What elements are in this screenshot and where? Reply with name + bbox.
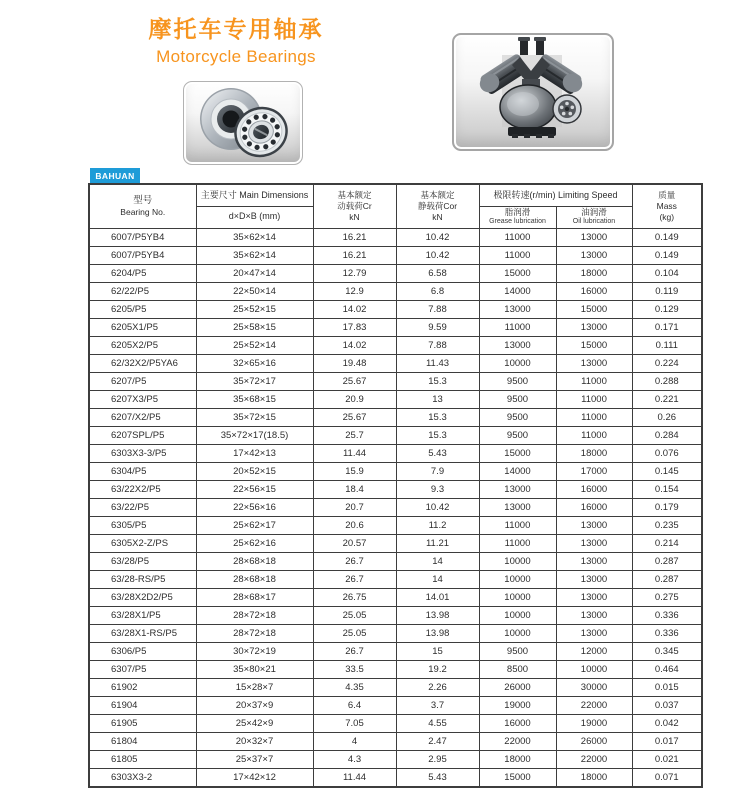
table-cell: 4 bbox=[313, 732, 396, 750]
table-cell: 13000 bbox=[556, 588, 632, 606]
col-header-bearing-no bbox=[89, 184, 196, 228]
col-header-grease-lubrication bbox=[479, 206, 556, 228]
table-cell: 4.3 bbox=[313, 750, 396, 768]
motorcycle-engine-image bbox=[454, 35, 608, 145]
table-cell: 13000 bbox=[556, 246, 632, 264]
table-cell: 22×56×15 bbox=[196, 480, 313, 498]
table-cell: 9.3 bbox=[396, 480, 479, 498]
table-cell: 10.42 bbox=[396, 228, 479, 246]
table-row bbox=[89, 714, 702, 732]
table-cell: 61804 bbox=[89, 732, 196, 750]
bearing-photo bbox=[183, 81, 303, 165]
table-cell: 17000 bbox=[556, 462, 632, 480]
dynamic-load-line1: 基本额定 bbox=[337, 190, 372, 201]
header-row-top bbox=[89, 184, 702, 206]
table-cell: 0.017 bbox=[632, 732, 702, 750]
table-cell: 0.145 bbox=[632, 462, 702, 480]
table-row bbox=[89, 606, 702, 624]
col-header-mass bbox=[632, 184, 702, 228]
table-row bbox=[89, 570, 702, 588]
table-cell: 12000 bbox=[556, 642, 632, 660]
table-cell: 20×47×14 bbox=[196, 264, 313, 282]
table-cell: 25×37×7 bbox=[196, 750, 313, 768]
table-cell: 10000 bbox=[479, 588, 556, 606]
table-row bbox=[89, 750, 702, 768]
table-cell: 5.43 bbox=[396, 768, 479, 787]
table-cell: 61904 bbox=[89, 696, 196, 714]
table-cell: 11000 bbox=[479, 318, 556, 336]
table-cell: 13000 bbox=[479, 300, 556, 318]
mass-line1: 质量 bbox=[658, 190, 676, 201]
table-cell: 35×72×17(18.5) bbox=[196, 426, 313, 444]
table-row bbox=[89, 426, 702, 444]
table-cell: 35×68×15 bbox=[196, 390, 313, 408]
table-cell: 6303X3-2 bbox=[89, 768, 196, 787]
table-cell: 17×42×12 bbox=[196, 768, 313, 787]
table-row bbox=[89, 390, 702, 408]
col-header-static-load bbox=[396, 184, 479, 228]
table-cell: 5.43 bbox=[396, 444, 479, 462]
table-row bbox=[89, 408, 702, 426]
engine-photo bbox=[452, 33, 614, 151]
table-cell: 6205/P5 bbox=[89, 300, 196, 318]
table-cell: 7.88 bbox=[396, 336, 479, 354]
table-cell: 11.2 bbox=[396, 516, 479, 534]
table-cell: 13.98 bbox=[396, 624, 479, 642]
table-cell: 13000 bbox=[556, 228, 632, 246]
table-cell: 4.55 bbox=[396, 714, 479, 732]
table-cell: 62/22/P5 bbox=[89, 282, 196, 300]
col-header-main-dimensions-title: 主要尺寸 Main Dimensions bbox=[200, 189, 309, 200]
table-cell: 0.224 bbox=[632, 354, 702, 372]
table-cell: 3.7 bbox=[396, 696, 479, 714]
table-cell: 13000 bbox=[556, 552, 632, 570]
table-cell: 13000 bbox=[479, 336, 556, 354]
table-cell: 22×50×14 bbox=[196, 282, 313, 300]
table-cell: 13000 bbox=[556, 606, 632, 624]
static-load-line3: kN bbox=[432, 211, 443, 222]
table-cell: 20.7 bbox=[313, 498, 396, 516]
table-cell: 9.59 bbox=[396, 318, 479, 336]
table-cell: 6205X1/P5 bbox=[89, 318, 196, 336]
table-row bbox=[89, 534, 702, 552]
table-cell: 17.83 bbox=[313, 318, 396, 336]
table-cell: 11000 bbox=[479, 534, 556, 552]
table-cell: 63/28X2D2/P5 bbox=[89, 588, 196, 606]
table-cell: 17×42×13 bbox=[196, 444, 313, 462]
table-cell: 30000 bbox=[556, 678, 632, 696]
table-row bbox=[89, 624, 702, 642]
table-cell: 6.4 bbox=[313, 696, 396, 714]
col-header-dynamic-load bbox=[313, 184, 396, 228]
table-cell: 9500 bbox=[479, 426, 556, 444]
table-cell: 11000 bbox=[556, 408, 632, 426]
table-cell: 26.75 bbox=[313, 588, 396, 606]
table-cell: 0.287 bbox=[632, 552, 702, 570]
table-cell: 0.336 bbox=[632, 606, 702, 624]
table-cell: 22×56×16 bbox=[196, 498, 313, 516]
table-cell: 10000 bbox=[479, 552, 556, 570]
table-cell: 13000 bbox=[556, 516, 632, 534]
table-cell: 20×32×7 bbox=[196, 732, 313, 750]
mass-line3: (kg) bbox=[659, 211, 675, 222]
table-cell: 0.179 bbox=[632, 498, 702, 516]
col-header-main-dimensions bbox=[196, 184, 313, 206]
bearing-image bbox=[184, 82, 302, 164]
table-cell: 25.67 bbox=[313, 372, 396, 390]
table-cell: 63/28X1-RS/P5 bbox=[89, 624, 196, 642]
limiting-speed-title: 极限转速(r/min) Limiting Speed bbox=[493, 189, 618, 200]
table-cell: 18.4 bbox=[313, 480, 396, 498]
table-cell: 11.43 bbox=[396, 354, 479, 372]
table-cell: 9500 bbox=[479, 408, 556, 426]
table-cell: 13 bbox=[396, 390, 479, 408]
table-cell: 61902 bbox=[89, 678, 196, 696]
table-cell: 25.67 bbox=[313, 408, 396, 426]
table-cell: 13000 bbox=[479, 498, 556, 516]
table-cell: 63/28-RS/P5 bbox=[89, 570, 196, 588]
table-cell: 6304/P5 bbox=[89, 462, 196, 480]
oil-en: Oil lubrication bbox=[572, 217, 616, 225]
table-cell: 10000 bbox=[479, 570, 556, 588]
table-cell: 16.21 bbox=[313, 228, 396, 246]
table-cell: 20.9 bbox=[313, 390, 396, 408]
dynamic-load-line2: 动载荷Cr bbox=[337, 200, 372, 211]
table-cell: 35×80×21 bbox=[196, 660, 313, 678]
engine-silhouette bbox=[476, 37, 587, 138]
table-cell: 14 bbox=[396, 570, 479, 588]
table-cell: 16000 bbox=[556, 498, 632, 516]
table-cell: 16.21 bbox=[313, 246, 396, 264]
table-cell: 14.01 bbox=[396, 588, 479, 606]
table-cell: 20×37×9 bbox=[196, 696, 313, 714]
page-title-block bbox=[125, 16, 347, 67]
table-cell: 6205X2/P5 bbox=[89, 336, 196, 354]
table-cell: 12.9 bbox=[313, 282, 396, 300]
table-cell: 0.042 bbox=[632, 714, 702, 732]
table-cell: 26.7 bbox=[313, 570, 396, 588]
table-cell: 6207/P5 bbox=[89, 372, 196, 390]
table-row bbox=[89, 552, 702, 570]
table-row bbox=[89, 642, 702, 660]
table-row bbox=[89, 768, 702, 787]
table-cell: 25×62×16 bbox=[196, 534, 313, 552]
table-cell: 12.79 bbox=[313, 264, 396, 282]
table-cell: 25×62×17 bbox=[196, 516, 313, 534]
table-cell: 10000 bbox=[556, 660, 632, 678]
table-cell: 28×68×18 bbox=[196, 552, 313, 570]
table-cell: 63/22/P5 bbox=[89, 498, 196, 516]
table-cell: 35×62×14 bbox=[196, 246, 313, 264]
table-cell: 15.3 bbox=[396, 372, 479, 390]
table-row bbox=[89, 516, 702, 534]
table-cell: 32×65×16 bbox=[196, 354, 313, 372]
table-cell: 10.42 bbox=[396, 498, 479, 516]
table-cell: 26.7 bbox=[313, 552, 396, 570]
table-cell: 19.48 bbox=[313, 354, 396, 372]
table-cell: 30×72×19 bbox=[196, 642, 313, 660]
table-cell: 8500 bbox=[479, 660, 556, 678]
table-cell: 22000 bbox=[556, 696, 632, 714]
table-cell: 0.345 bbox=[632, 642, 702, 660]
dxdxb-label: d×D×B (mm) bbox=[228, 211, 281, 222]
table-cell: 0.336 bbox=[632, 624, 702, 642]
table-cell: 0.154 bbox=[632, 480, 702, 498]
table-cell: 63/28X1/P5 bbox=[89, 606, 196, 624]
grease-en: Grease lubrication bbox=[489, 217, 546, 225]
table-cell: 0.129 bbox=[632, 300, 702, 318]
table-cell: 13000 bbox=[556, 354, 632, 372]
table-cell: 15×28×7 bbox=[196, 678, 313, 696]
table-cell: 22000 bbox=[556, 750, 632, 768]
table-cell: 7.9 bbox=[396, 462, 479, 480]
table-cell: 0.015 bbox=[632, 678, 702, 696]
table-cell: 18000 bbox=[479, 750, 556, 768]
table-cell: 6204/P5 bbox=[89, 264, 196, 282]
table-cell: 6207X3/P5 bbox=[89, 390, 196, 408]
table-cell: 0.037 bbox=[632, 696, 702, 714]
table-cell: 26000 bbox=[556, 732, 632, 750]
table-cell: 0.071 bbox=[632, 768, 702, 787]
table-cell: 0.149 bbox=[632, 228, 702, 246]
table-cell: 0.288 bbox=[632, 372, 702, 390]
table-cell: 6306/P5 bbox=[89, 642, 196, 660]
table-cell: 14000 bbox=[479, 282, 556, 300]
table-cell: 0.235 bbox=[632, 516, 702, 534]
table-cell: 6305X2-Z/PS bbox=[89, 534, 196, 552]
table-cell: 18000 bbox=[556, 444, 632, 462]
table-cell: 6207/X2/P5 bbox=[89, 408, 196, 426]
table-cell: 26000 bbox=[479, 678, 556, 696]
table-cell: 14000 bbox=[479, 462, 556, 480]
table-cell: 35×72×17 bbox=[196, 372, 313, 390]
table-row bbox=[89, 246, 702, 264]
table-row bbox=[89, 372, 702, 390]
table-row bbox=[89, 444, 702, 462]
brand-tab: BAHUAN bbox=[90, 168, 140, 183]
table-cell: 10000 bbox=[479, 606, 556, 624]
table-cell: 0.021 bbox=[632, 750, 702, 768]
table-row bbox=[89, 228, 702, 246]
table-row bbox=[89, 660, 702, 678]
mass-line2: Mass bbox=[656, 200, 677, 211]
bearing-spec-table bbox=[88, 183, 703, 788]
table-cell: 0.287 bbox=[632, 570, 702, 588]
table-cell: 11000 bbox=[479, 228, 556, 246]
table-cell: 2.26 bbox=[396, 678, 479, 696]
table-cell: 14 bbox=[396, 552, 479, 570]
table-row bbox=[89, 696, 702, 714]
table-cell: 0.26 bbox=[632, 408, 702, 426]
table-row bbox=[89, 462, 702, 480]
table-cell: 6307/P5 bbox=[89, 660, 196, 678]
table-cell: 20.57 bbox=[313, 534, 396, 552]
table-cell: 33.5 bbox=[313, 660, 396, 678]
table-cell: 22000 bbox=[479, 732, 556, 750]
oil-cn: 油润滑 bbox=[581, 207, 607, 218]
table-cell: 15000 bbox=[479, 768, 556, 787]
static-load-line2: 静载荷Cor bbox=[417, 200, 458, 211]
table-cell: 0.275 bbox=[632, 588, 702, 606]
table-cell: 11.44 bbox=[313, 444, 396, 462]
table-cell: 62/32X2/P5YA6 bbox=[89, 354, 196, 372]
table-cell: 25×52×15 bbox=[196, 300, 313, 318]
col-header-limiting-speed bbox=[479, 184, 632, 206]
table-cell: 19000 bbox=[479, 696, 556, 714]
table-cell: 6303X3-3/P5 bbox=[89, 444, 196, 462]
table-cell: 15.3 bbox=[396, 408, 479, 426]
table-cell: 25×42×9 bbox=[196, 714, 313, 732]
table-cell: 28×72×18 bbox=[196, 624, 313, 642]
table-cell: 0.119 bbox=[632, 282, 702, 300]
table-cell: 28×68×17 bbox=[196, 588, 313, 606]
table-cell: 2.95 bbox=[396, 750, 479, 768]
table-body bbox=[89, 228, 702, 787]
table-cell: 7.88 bbox=[396, 300, 479, 318]
table-cell: 16000 bbox=[556, 282, 632, 300]
table-cell: 25.05 bbox=[313, 606, 396, 624]
table-cell: 13000 bbox=[479, 480, 556, 498]
table-cell: 15000 bbox=[479, 444, 556, 462]
table-cell: 19000 bbox=[556, 714, 632, 732]
table-cell: 6.58 bbox=[396, 264, 479, 282]
table-cell: 0.104 bbox=[632, 264, 702, 282]
table-cell: 0.076 bbox=[632, 444, 702, 462]
table-cell: 6007/P5YB4 bbox=[89, 228, 196, 246]
table-cell: 11000 bbox=[556, 390, 632, 408]
table-cell: 35×72×15 bbox=[196, 408, 313, 426]
table-row bbox=[89, 588, 702, 606]
table-cell: 2.47 bbox=[396, 732, 479, 750]
table-cell: 14.02 bbox=[313, 336, 396, 354]
page-title-chinese: 摩托车专用轴承 bbox=[148, 16, 324, 42]
table-cell: 28×72×18 bbox=[196, 606, 313, 624]
table-cell: 25.7 bbox=[313, 426, 396, 444]
table-cell: 63/28/P5 bbox=[89, 552, 196, 570]
table-cell: 26.7 bbox=[313, 642, 396, 660]
table-cell: 13.98 bbox=[396, 606, 479, 624]
table-cell: 11000 bbox=[479, 246, 556, 264]
col-header-bearing-no-en: Bearing No. bbox=[120, 206, 166, 217]
table-cell: 0.149 bbox=[632, 246, 702, 264]
table-cell: 15.3 bbox=[396, 426, 479, 444]
static-load-line1: 基本额定 bbox=[420, 190, 455, 201]
table-cell: 0.171 bbox=[632, 318, 702, 336]
table-cell: 9500 bbox=[479, 642, 556, 660]
table-cell: 0.221 bbox=[632, 390, 702, 408]
table-cell: 13000 bbox=[556, 570, 632, 588]
col-header-dxdxb bbox=[196, 206, 313, 228]
table-cell: 0.464 bbox=[632, 660, 702, 678]
col-header-oil-lubrication bbox=[556, 206, 632, 228]
table-row bbox=[89, 354, 702, 372]
table-cell: 0.284 bbox=[632, 426, 702, 444]
table-cell: 6305/P5 bbox=[89, 516, 196, 534]
dynamic-load-line3: kN bbox=[349, 211, 360, 222]
table-row bbox=[89, 678, 702, 696]
table-cell: 35×62×14 bbox=[196, 228, 313, 246]
table-cell: 16000 bbox=[479, 714, 556, 732]
table-cell: 11000 bbox=[479, 516, 556, 534]
table-cell: 13000 bbox=[556, 624, 632, 642]
table-cell: 25×58×15 bbox=[196, 318, 313, 336]
table-cell: 15 bbox=[396, 642, 479, 660]
table-cell: 20×52×15 bbox=[196, 462, 313, 480]
table-cell: 6207SPL/P5 bbox=[89, 426, 196, 444]
table-cell: 11000 bbox=[556, 426, 632, 444]
table-cell: 15000 bbox=[556, 336, 632, 354]
table-cell: 15000 bbox=[479, 264, 556, 282]
table-cell: 18000 bbox=[556, 768, 632, 787]
table-cell: 11000 bbox=[556, 372, 632, 390]
table-cell: 16000 bbox=[556, 480, 632, 498]
col-header-bearing-no-cn: 型号 bbox=[133, 195, 153, 206]
table-cell: 7.05 bbox=[313, 714, 396, 732]
table-row bbox=[89, 264, 702, 282]
table-cell: 61905 bbox=[89, 714, 196, 732]
table-cell: 10000 bbox=[479, 354, 556, 372]
table-cell: 13000 bbox=[556, 534, 632, 552]
table-cell: 0.214 bbox=[632, 534, 702, 552]
grease-cn: 脂润滑 bbox=[504, 207, 531, 218]
table-cell: 28×68×18 bbox=[196, 570, 313, 588]
table-row bbox=[89, 732, 702, 750]
table-cell: 19.2 bbox=[396, 660, 479, 678]
table-cell: 25×52×14 bbox=[196, 336, 313, 354]
table-cell: 14.02 bbox=[313, 300, 396, 318]
table-row bbox=[89, 480, 702, 498]
table-row bbox=[89, 318, 702, 336]
table-header bbox=[89, 184, 702, 228]
table-row bbox=[89, 336, 702, 354]
table-cell: 11.44 bbox=[313, 768, 396, 787]
table-cell: 61805 bbox=[89, 750, 196, 768]
table-cell: 63/22X2/P5 bbox=[89, 480, 196, 498]
page-title-english: Motorcycle Bearings bbox=[156, 46, 316, 66]
table-cell: 25.05 bbox=[313, 624, 396, 642]
table-cell: 20.6 bbox=[313, 516, 396, 534]
table-cell: 9500 bbox=[479, 372, 556, 390]
table-cell: 4.35 bbox=[313, 678, 396, 696]
table-cell: 6007/P5YB4 bbox=[89, 246, 196, 264]
table-row bbox=[89, 498, 702, 516]
table-row bbox=[89, 282, 702, 300]
table-cell: 15000 bbox=[556, 300, 632, 318]
table-cell: 0.111 bbox=[632, 336, 702, 354]
table-cell: 9500 bbox=[479, 390, 556, 408]
table-cell: 11.21 bbox=[396, 534, 479, 552]
table-cell: 10000 bbox=[479, 624, 556, 642]
table-cell: 18000 bbox=[556, 264, 632, 282]
table-cell: 10.42 bbox=[396, 246, 479, 264]
table-cell: 6.8 bbox=[396, 282, 479, 300]
table-cell: 13000 bbox=[556, 318, 632, 336]
table-row bbox=[89, 300, 702, 318]
table-cell: 15.9 bbox=[313, 462, 396, 480]
